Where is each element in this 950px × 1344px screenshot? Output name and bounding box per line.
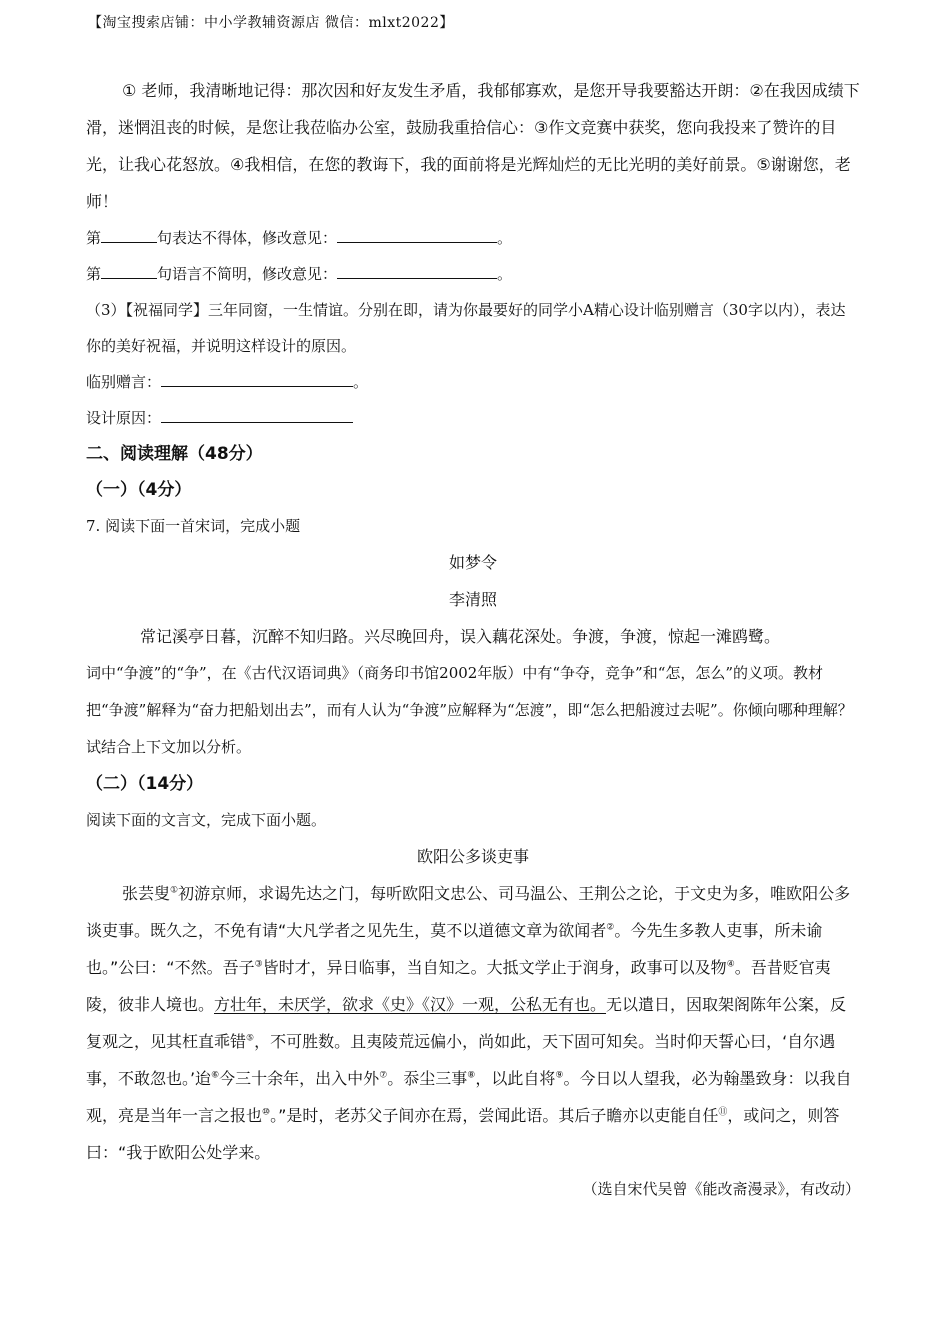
- question-7-text: 词中“争渡”的“争”，在《古代汉语词典》（商务印书馆2002年版）中有“争夺，竞争”和“怎，怎么”的义项。教材把“争渡”解释为“奋力把船划出去”，而有人认为“争渡”应解释为“怎渡”，即“怎么把船渡过去呢”。你倾向哪种理解？试结合上下文加以分析。: [86, 664, 853, 756]
- poem-text: 常记溪亭日暮，沉醉不知归路。兴尽晚回舟，误入藕花深处。争渡，争渡，惊起一滩鸥鹭。: [140, 627, 781, 646]
- subsection-2-title: （二）（14分）: [86, 774, 204, 794]
- fill-line-1: [86, 220, 860, 256]
- footnote-mark: ⑥: [211, 1070, 220, 1081]
- poem-author: 李清照: [448, 590, 497, 609]
- fill-line-1-end: 。: [497, 229, 513, 247]
- footnote-mark: ⑤: [246, 1033, 255, 1044]
- fill-line-1-text: 句表达不得体，修改意见：: [157, 229, 338, 247]
- article-text: [86, 875, 860, 1171]
- farewell-line: [86, 364, 860, 400]
- answer-blank[interactable]: [337, 224, 497, 243]
- article-segment: 初游京师，求谒先达之门，每听欧阳文忠公、司马温公、王荆公之论，于文史为多，唯欧阳公多谈吏事。既久之，不免有请“大凡学者之见先生，莫不以道德文章为欲闻者: [86, 884, 851, 940]
- article-segment: 。忝尘三事: [387, 1069, 468, 1088]
- question-3: （3）【祝福同学】三年同窗，一生情谊。分别在即，请为你最要好的同学小A精心设计临别赠言（30字以内），表达你的美好祝福，并说明这样设计的原因。: [86, 301, 846, 355]
- article-source: （选自宋代吴曾《能改斋漫录》，有改动）: [582, 1180, 860, 1198]
- section-intro: 阅读下面的文言文，完成下面小题。: [86, 811, 327, 829]
- answer-blank[interactable]: [101, 224, 157, 243]
- article-segment: 张芸叟: [122, 884, 171, 903]
- answer-blank[interactable]: [101, 260, 157, 279]
- answer-blank[interactable]: [161, 404, 353, 423]
- footnote-mark: ⑦: [379, 1070, 388, 1081]
- farewell-label: 临别赠言：: [86, 373, 162, 391]
- article-segment: 皆时才，异日临事，当自知之。大抵文学止于润身，政事可以及物: [262, 958, 727, 977]
- footnote-mark: ③: [254, 959, 263, 970]
- reason-label: 设计原因：: [86, 409, 162, 427]
- farewell-end: 。: [353, 373, 369, 391]
- article-segment: ，或问之，则答曰：“我于欧阳公处学来。: [86, 1106, 840, 1162]
- answer-blank[interactable]: [161, 368, 353, 387]
- footnote-mark: ⑧: [467, 1070, 476, 1081]
- footnote-mark: ①: [170, 885, 179, 896]
- passage-paragraph: ① 老师，我清晰地记得：那次因和好友发生矛盾，我郁郁寡欢，是您开导我要豁达开朗：②在我因成绩下滑，迷惘沮丧的时候，是您让我莅临办公室，鼓励我重拾信心：③作文竞赛中获奖，您向我投来了赞许的目光，让我心花怒放。④我相信，在您的教诲下，我的面前将是光辉灿烂的无比光明的美好前景。⑤谢谢您，老师！: [86, 81, 860, 211]
- article-segment: ，不可胜数。且夷陵荒远偏小，尚如此，天下固可知矣。当时仰天誓心曰，‘自尔遇事，不敢忽也。’迨: [86, 1032, 836, 1088]
- footnote-mark: ④: [726, 959, 735, 970]
- fill-line-1-prefix: 第: [86, 229, 102, 247]
- footnote-mark: ⑩: [262, 1107, 271, 1118]
- fill-line-2: [86, 256, 860, 292]
- fill-line-2-prefix: 第: [86, 265, 102, 283]
- footnote-mark: ⑨: [555, 1070, 564, 1081]
- answer-blank[interactable]: [337, 260, 497, 279]
- article-segment: 。吾昔贬官夷陵，彼非人境也。: [86, 958, 831, 1014]
- article-title: 欧阳公多谈吏事: [416, 847, 529, 866]
- article-segment: 今三十余年，出入中外: [219, 1069, 380, 1088]
- poem-title: 如梦令: [448, 553, 497, 572]
- fill-line-2-text: 句语言不简明，修改意见：: [157, 265, 338, 283]
- footnote-mark: ②: [606, 922, 615, 933]
- fill-line-2-end: 。: [497, 265, 513, 283]
- underlined-sentence: 方壮年，未厌学，欲求《史》《汉》一观，公私无有也。: [214, 995, 607, 1014]
- article-segment: 无以遣日，因取架阁陈年公案，反复观之，见其枉直乖错: [86, 995, 847, 1051]
- page-header: 【淘宝搜索店铺：中小学教辅资源店 微信：mlxt2022】: [88, 15, 454, 31]
- section-title: 二、阅读理解（48分）: [86, 444, 263, 464]
- question-7: 7. 阅读下面一首宋词，完成小题: [86, 517, 301, 535]
- article-segment: 。今先生多教人吏事，所未谕也。”公曰：“不然。吾子: [86, 921, 823, 977]
- content: [86, 72, 860, 1208]
- article-segment: 。今日以人望我，必为翰墨致身：以我自观，亮是当年一言之报也: [86, 1069, 852, 1125]
- reason-line: [86, 400, 860, 436]
- subsection-1-title: （一）（4分）: [86, 480, 192, 500]
- article-segment: 。”是时，老苏父子间亦在焉，尝闻此语。其后子瞻亦以吏能自任: [270, 1106, 719, 1125]
- footnote-mark: ⑪: [718, 1107, 728, 1118]
- article-segment: ，以此自将: [475, 1069, 556, 1088]
